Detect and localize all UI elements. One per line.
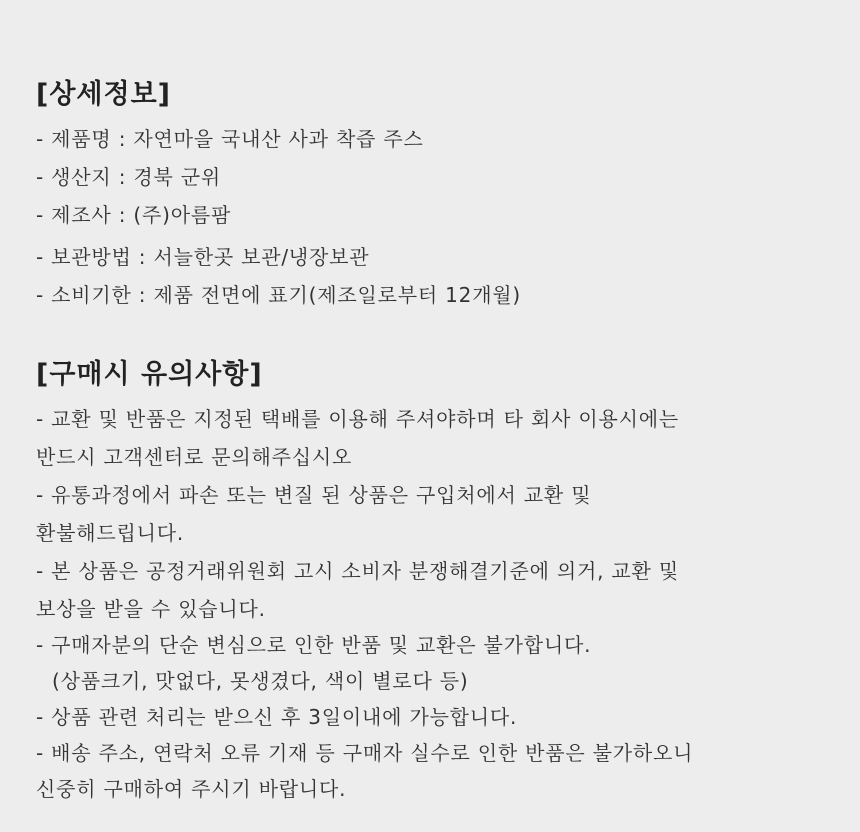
detail-item-manufacturer: - 제조사 : (주)아름팜 xyxy=(36,203,232,227)
notice-line: 환불해드립니다. xyxy=(36,521,184,545)
notice-line: 신중히 구매하여 주시기 바랍니다. xyxy=(36,777,347,801)
notice-section-title: [구매시 유의사항] xyxy=(36,359,263,390)
notice-line: - 구매자분의 단순 변심으로 인한 반품 및 교환은 불가합니다. xyxy=(36,633,592,657)
notice-line: 반드시 고객센터로 문의해주십시오 xyxy=(36,445,353,469)
detail-item-expiry: - 소비기한 : 제품 전면에 표기(제조일로부터 12개월) xyxy=(36,283,522,307)
notice-line: - 상품 관련 처리는 받으신 후 3일이내에 가능합니다. xyxy=(36,705,518,729)
notice-line: - 본 상품은 공정거래위원회 고시 소비자 분쟁해결기준에 의거, 교환 및 xyxy=(36,559,679,583)
detail-item-origin: - 생산지 : 경북 군위 xyxy=(36,165,222,189)
notice-line: (상품크기, 맛없다, 못생겼다, 색이 별로다 등) xyxy=(52,669,469,693)
notice-line: - 배송 주소, 연락처 오류 기재 등 구매자 실수로 인한 반품은 불가하오니 xyxy=(36,741,694,765)
detail-item-product-name: - 제품명 : 자연마을 국내산 사과 착즙 주스 xyxy=(36,127,424,151)
detail-section-title: [상세정보] xyxy=(36,79,172,110)
notice-line: 보상을 받을 수 있습니다. xyxy=(36,597,266,621)
notice-line: - 유통과정에서 파손 또는 변질 된 상품은 구입처에서 교환 및 xyxy=(36,483,592,507)
detail-item-storage: - 보관방법 : 서늘한곳 보관/냉장보관 xyxy=(36,245,370,269)
notice-line: - 교환 및 반품은 지정된 택배를 이용해 주셔야하며 타 회사 이용시에는 xyxy=(36,407,679,431)
